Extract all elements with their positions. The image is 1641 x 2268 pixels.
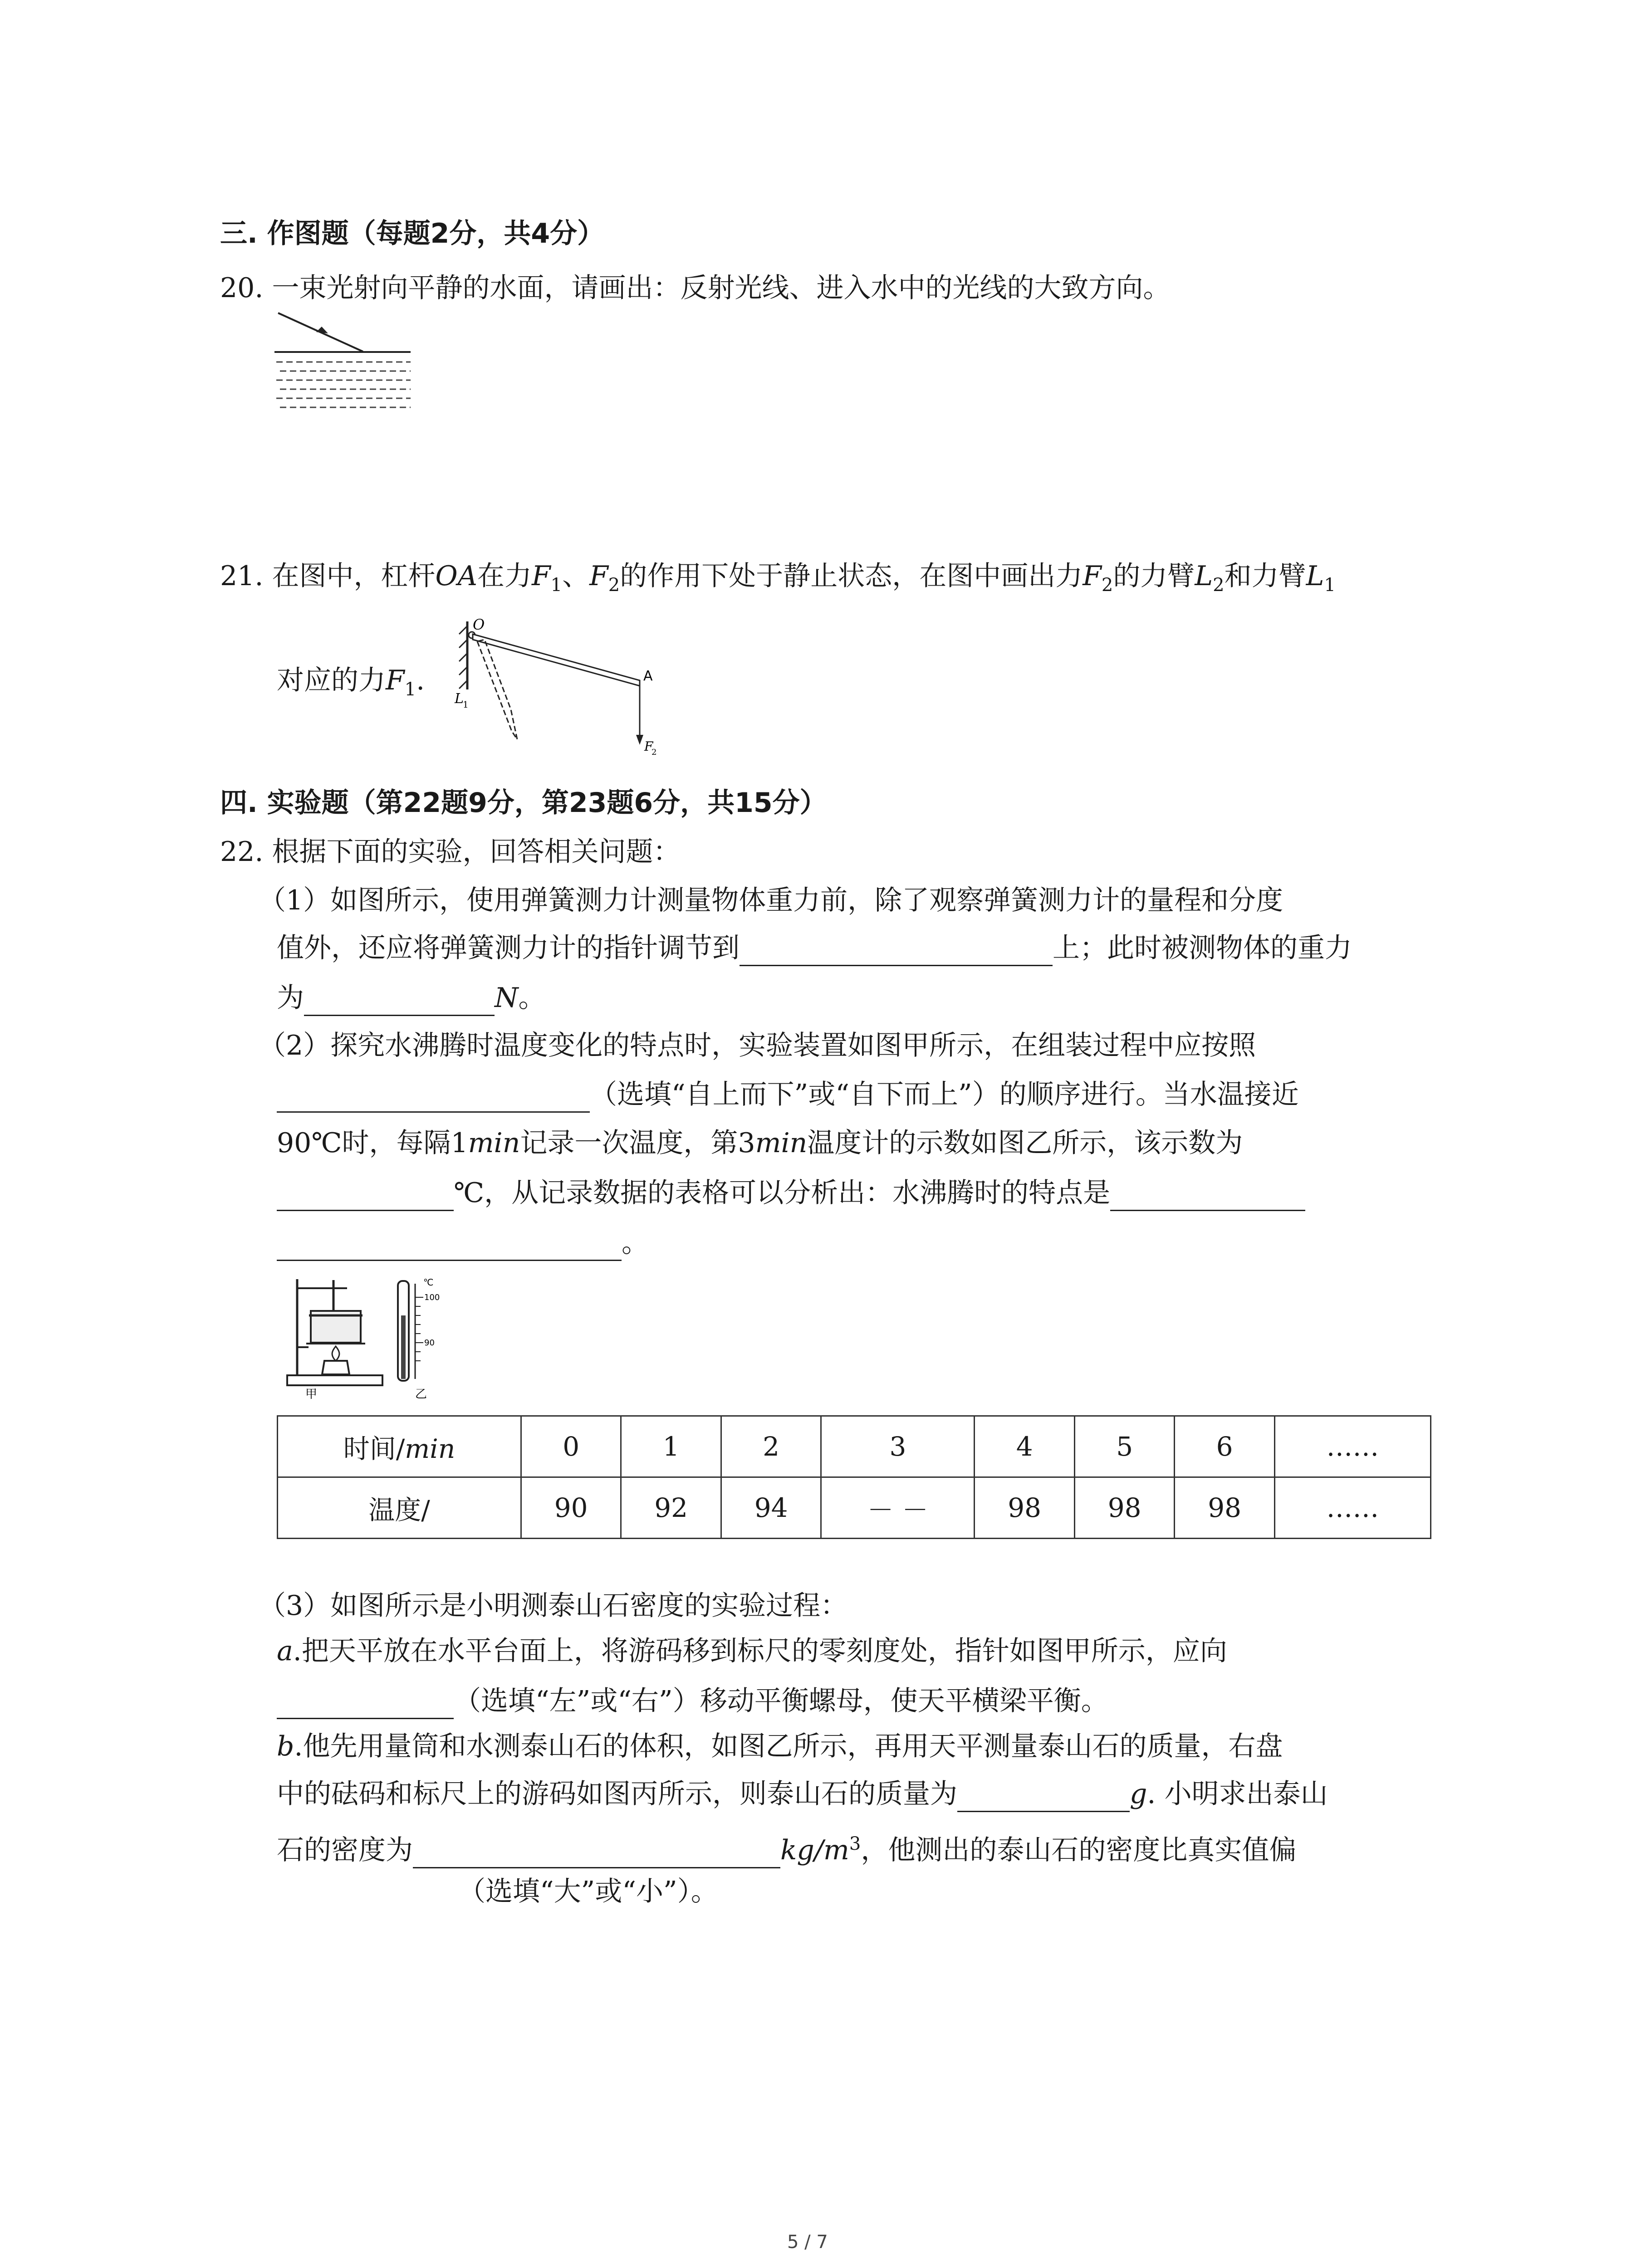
table-cell: 1 bbox=[621, 1416, 721, 1477]
table-cell: …… bbox=[1274, 1416, 1430, 1477]
stand-base bbox=[287, 1375, 382, 1385]
applied-force-f1 bbox=[477, 640, 517, 739]
lamp-flame bbox=[332, 1346, 339, 1361]
q22-p3-b-text3: . 小明求出泰山 bbox=[1147, 1778, 1328, 1810]
q21-oa: OA bbox=[435, 560, 478, 592]
table-cell: 98 bbox=[1175, 1477, 1274, 1539]
q22-p3-b-line4: （选填“大”或“小”）。 bbox=[458, 1876, 718, 1907]
q21-sep: 、 bbox=[562, 560, 590, 592]
q20-text bbox=[220, 270, 1171, 306]
answer-blank-balance-direction[interactable] bbox=[277, 1692, 454, 1719]
incident-ray-arrow bbox=[316, 327, 328, 333]
q20-body: 一束光射向平静的水面，请画出：反射光线、进入水中的光线的大致方向。 bbox=[272, 272, 1171, 304]
table-cell: 98 bbox=[975, 1477, 1074, 1539]
q22-number: 22. bbox=[220, 836, 264, 868]
q22-p2-text-a: （选填“自上而下”或“自下而上”）的顺序进行。当水温接近 bbox=[590, 1079, 1299, 1110]
q21-text-a: 在图中，杠杆 bbox=[272, 560, 436, 592]
q21-l2: L bbox=[1195, 560, 1213, 592]
answer-blank-stone-density[interactable] bbox=[413, 1842, 780, 1868]
q22-p1-text-c: 为 bbox=[277, 982, 304, 1014]
q22-p1-end: 。 bbox=[518, 982, 546, 1014]
q21-line2 bbox=[277, 662, 425, 708]
q22-p1-line3 bbox=[277, 980, 546, 1016]
q21-text-d: 的力臂 bbox=[1113, 560, 1195, 592]
thermo-unit: ℃ bbox=[423, 1277, 434, 1288]
q21-line1 bbox=[220, 558, 1336, 603]
q21-number: 21. bbox=[220, 560, 264, 592]
table-cell: …… bbox=[1274, 1477, 1430, 1539]
wall-hatching bbox=[459, 626, 467, 689]
q22-p3-b-text4: 石的密度为 bbox=[277, 1834, 413, 1866]
table-cell: 92 bbox=[621, 1477, 721, 1539]
q22-p3-line1: （3）如图所示是小明测泰山石密度的实验过程： bbox=[259, 1590, 848, 1622]
q21-f2b: F bbox=[1083, 560, 1102, 592]
q22-p2-min2: min bbox=[755, 1127, 808, 1159]
time-head-text: 时间/ bbox=[343, 1433, 405, 1464]
label-o: O bbox=[473, 616, 485, 633]
q21-lever-figure bbox=[449, 612, 685, 758]
label-jia: 甲 bbox=[305, 1388, 318, 1401]
label-f2-sub: 2 bbox=[652, 748, 657, 757]
q22-p2-line1: （2）探究水沸腾时温度变化的特点时，实验装置如图甲所示，在组装过程中应按照 bbox=[259, 1030, 1256, 1061]
q21-text-e: 和力臂 bbox=[1224, 560, 1306, 592]
q22-p3-b-text2: 中的砝码和标尺上的游码如图丙所示，则泰山石的质量为 bbox=[277, 1778, 957, 1810]
q22-p1-text-b: 上；此时被测物体的重力 bbox=[1053, 932, 1352, 964]
label-a: A bbox=[643, 668, 653, 684]
answer-blank-weight[interactable] bbox=[304, 989, 495, 1016]
q20-number: 20. bbox=[220, 272, 264, 304]
table-cell: 5 bbox=[1074, 1416, 1174, 1477]
q21-f1b: F bbox=[386, 665, 405, 696]
lever-bar bbox=[473, 634, 640, 686]
q22-p3-b-unit-sup: 3 bbox=[849, 1833, 861, 1854]
page-number: 5 / 7 bbox=[787, 2232, 828, 2253]
q22-p2-line2 bbox=[277, 1076, 1299, 1113]
q22-p3-a-line2 bbox=[277, 1683, 1108, 1719]
q21-l1-sub: 1 bbox=[1324, 575, 1336, 596]
table-header-time bbox=[278, 1416, 521, 1477]
q22-p3-b-unit-g: g bbox=[1130, 1778, 1147, 1810]
q22-p1-line2 bbox=[277, 930, 1352, 966]
q22-p2-line3 bbox=[277, 1125, 1243, 1161]
label-f2: F bbox=[644, 739, 653, 754]
q21-f1b-sub: 1 bbox=[404, 679, 416, 700]
table-cell: 98 bbox=[1074, 1477, 1174, 1539]
label-l1: L bbox=[455, 691, 464, 707]
table-cell: 0 bbox=[521, 1416, 621, 1477]
q22-p2-text-d: 温度计的示数如图乙所示，该示数为 bbox=[807, 1127, 1243, 1159]
answer-blank-assembly-order[interactable] bbox=[277, 1086, 590, 1113]
q21-f1: F bbox=[532, 560, 551, 592]
table-cell: － － bbox=[821, 1477, 975, 1539]
boiling-data-table bbox=[277, 1415, 1431, 1539]
q20-water-figure bbox=[274, 308, 415, 417]
q22-p2-text-e: ℃，从记录数据的表格可以分析出：水沸腾时的特点是 bbox=[454, 1177, 1111, 1209]
thermo-100: 100 bbox=[424, 1293, 440, 1302]
q21-text-c: 的作用下处于静止状态，在图中画出力 bbox=[620, 560, 1083, 592]
q21-end: . bbox=[416, 665, 425, 696]
q21-l1: L bbox=[1306, 560, 1324, 592]
time-head-unit: min bbox=[405, 1433, 456, 1464]
thermo-90: 90 bbox=[424, 1338, 435, 1348]
q22-p2-min1: min bbox=[468, 1127, 520, 1159]
q22-p3-b-text: .他先用量筒和水测泰山石的体积，如图乙所示，再用天平测量泰山石的质量，右盘 bbox=[294, 1730, 1283, 1762]
q22-p2-text-b: 90℃时，每隔1 bbox=[277, 1127, 468, 1159]
q22-p3-a-text: .把天平放在水平台面上，将游码移到标尺的零刻度处，指针如图甲所示，应向 bbox=[293, 1635, 1227, 1667]
table-cell: 94 bbox=[721, 1477, 821, 1539]
q22-p1-text-a: 值外，还应将弹簧测力计的指针调节到 bbox=[277, 932, 740, 964]
water-hatching bbox=[276, 362, 411, 407]
q21-text-b: 在力 bbox=[477, 560, 532, 592]
table-header-temp: 温度/ bbox=[278, 1477, 521, 1539]
answer-blank-thermometer-reading[interactable] bbox=[277, 1184, 454, 1211]
q22-p3-b-text5: ，他测出的泰山石的密度比真实值偏 bbox=[861, 1834, 1297, 1866]
q22-p2-text-c: 记录一次温度，第3 bbox=[520, 1127, 755, 1159]
answer-blank-boiling-feature-a[interactable] bbox=[1110, 1184, 1305, 1211]
q22-p3-a-text2: （选填“左”或“右”）移动平衡螺母，使天平横梁平衡。 bbox=[454, 1685, 1108, 1717]
q21-f2-sub: 2 bbox=[608, 575, 620, 596]
q22-p2-line5 bbox=[277, 1225, 649, 1261]
answer-blank-stone-mass[interactable] bbox=[957, 1785, 1130, 1812]
q22-p1-line1: （1）如图所示，使用弹簧测力计测量物体重力前，除了观察弹簧测力计的量程和分度 bbox=[259, 885, 1283, 916]
q22-p3-b-label: b bbox=[277, 1730, 294, 1762]
q22-p3-a-line1 bbox=[277, 1633, 1227, 1669]
q22-p3-b-line1 bbox=[277, 1728, 1283, 1765]
table-row-temp bbox=[278, 1477, 1431, 1539]
q22-boiling-figure bbox=[279, 1270, 470, 1402]
q22-p3-b-unit-density: kg/m bbox=[780, 1834, 849, 1866]
q22-p3-a-label: a bbox=[277, 1635, 293, 1667]
table-cell: 2 bbox=[721, 1416, 821, 1477]
table-cell: 90 bbox=[521, 1477, 621, 1539]
table-cell: 6 bbox=[1175, 1416, 1274, 1477]
alcohol-lamp bbox=[322, 1361, 349, 1374]
answer-blank-pointer-zero[interactable] bbox=[740, 939, 1053, 966]
label-yi: 乙 bbox=[415, 1388, 427, 1401]
q22-p3-b-line2 bbox=[277, 1776, 1328, 1812]
section-4-title: 四. 实验题（第22题9分，第23题6分，共15分） bbox=[220, 787, 827, 819]
section-3-title: 三. 作图题（每题2分，共4分） bbox=[220, 218, 605, 249]
answer-blank-boiling-feature-b[interactable] bbox=[277, 1234, 622, 1261]
scale-ticks bbox=[415, 1297, 423, 1361]
q22-p2-end: 。 bbox=[622, 1227, 649, 1259]
q22-p2-line4 bbox=[277, 1175, 1305, 1211]
q21-f1-sub: 1 bbox=[550, 575, 563, 596]
q21-l2-sub: 2 bbox=[1213, 575, 1225, 596]
table-cell: 4 bbox=[975, 1416, 1074, 1477]
q21-text-f: 对应的力 bbox=[277, 665, 386, 696]
table-row-time bbox=[278, 1416, 1431, 1477]
q22-intro-text: 根据下面的实验，回答相关问题： bbox=[272, 836, 681, 868]
force-f2-arrow bbox=[636, 735, 643, 745]
label-l1-sub: 1 bbox=[463, 699, 469, 710]
table-cell: 3 bbox=[821, 1416, 975, 1477]
thermometer-liquid bbox=[401, 1315, 406, 1379]
q21-f2: F bbox=[589, 560, 608, 592]
q22-p3-b-line3 bbox=[277, 1826, 1296, 1868]
q22-intro bbox=[220, 834, 681, 870]
q21-f2b-sub: 2 bbox=[1101, 575, 1113, 596]
q22-p1-unit-n: N bbox=[495, 982, 519, 1014]
